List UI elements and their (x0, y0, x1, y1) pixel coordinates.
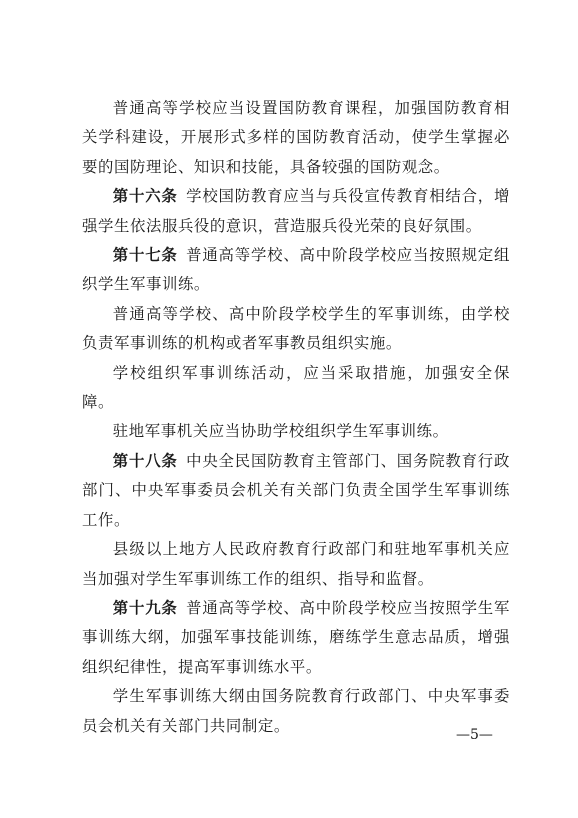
paragraph-text: 学校国防教育应当与兵役宣传教育相结合，增强学生依法服兵役的意识，营造服兵役光荣的良好氛围。 (82, 187, 510, 235)
paragraph-8 (82, 535, 510, 594)
article-number: 第十六条 (112, 187, 178, 206)
paragraph-text: 学生军事训练大纲由国务院教育行政部门、中央军事委员会机关有关部门共同制定。 (82, 687, 510, 735)
paragraph-3 (82, 241, 510, 300)
paragraph-text: 普通高等学校应当设置国防教育课程，加强国防教育相关学科建设，开展形式多样的国防教育活动，使学生掌握必要的国防理论、知识和技能，具备较强的国防观念。 (82, 99, 510, 176)
paragraph-7 (82, 447, 510, 535)
paragraph-text: 普通高等学校、高中阶段学校学生的军事训练，由学校负责军事训练的机构或者军事教员组织实施。 (82, 304, 510, 353)
paragraph-text: 县级以上地方人民政府教育行政部门和驻地军事机关应当加强对学生军事训练工作的组织、指导和监督。 (82, 540, 510, 588)
article-number: 第十九条 (112, 598, 178, 617)
paragraph-5 (82, 359, 510, 418)
paragraph-text: 普通高等学校、高中阶段学校应当按照学生军事训练大纲，加强军事技能训练，磨练学生意志品质，增强组织纪律性，提高军事训练水平。 (82, 598, 510, 676)
paragraph-text: 普通高等学校、高中阶段学校应当按照规定组织学生军事训练。 (82, 246, 510, 294)
paragraph-2 (82, 182, 510, 241)
article-number: 第十七条 (112, 246, 178, 265)
page-number: —5— (456, 727, 493, 743)
paragraph-4 (82, 300, 510, 359)
paragraph-6 (82, 417, 510, 446)
paragraph-1 (82, 94, 510, 182)
paragraph-9 (82, 594, 510, 682)
paragraph-text: 中央全民国防教育主管部门、国务院教育行政部门、中央军事委员会机关有关部门负责全国学生军事训练工作。 (82, 451, 510, 529)
paragraph-10 (82, 682, 510, 741)
paragraph-text: 学校组织军事训练活动，应当采取措施，加强安全保障。 (82, 363, 510, 412)
paragraph-text: 驻地军事机关应当协助学校组织学生军事训练。 (112, 422, 449, 441)
document-body (82, 94, 510, 741)
article-number: 第十八条 (112, 451, 178, 470)
